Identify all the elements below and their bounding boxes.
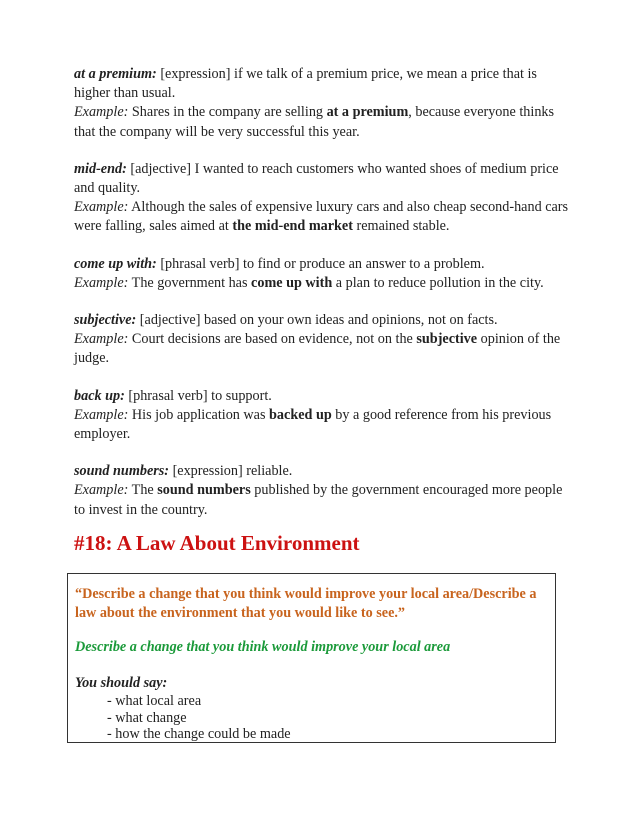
example-keyword: sound numbers <box>157 482 251 499</box>
bullet-item: - what local area <box>107 693 202 709</box>
example-text: The <box>128 482 158 499</box>
example-label: Example: <box>74 274 129 291</box>
part-of-speech: [expression] <box>156 66 231 82</box>
part-of-speech: [phrasal verb] <box>156 255 240 272</box>
cue-card-question: “Describe a change that you think would improve your local area/Describe a law about the environment that you would like to see.” <box>75 586 537 621</box>
example-text: opinion of the judge. <box>74 331 561 367</box>
vocab-entry <box>74 462 574 520</box>
vocab-term: mid-end: <box>74 160 127 177</box>
example-text: , because everyone thinks that the company will be very successful this year. <box>74 104 555 140</box>
definition: reliable. <box>242 463 293 480</box>
bullet-item: - how the change could be made <box>107 726 291 742</box>
definition: I wanted to reach customers who wanted shoes of medium price and quality. <box>74 160 559 197</box>
example-label: Example: <box>74 482 129 499</box>
example-text: a plan to reduce pollution in the city. <box>332 274 544 291</box>
example-label: Example: <box>74 104 129 121</box>
vocab-entry <box>74 160 574 237</box>
example-text: published by the government encouraged more people to invest in the country. <box>74 482 563 518</box>
you-should-say-label: You should say: <box>75 675 168 691</box>
example-label: Example: <box>74 331 129 348</box>
part-of-speech: [adjective] <box>126 160 192 177</box>
definition: based on your own ideas and opinions, not on facts. <box>200 312 498 329</box>
vocabulary-list <box>74 65 574 538</box>
definition: to support. <box>207 387 272 404</box>
definition: if we talk of a premium price, we mean a price that is higher than usual. <box>74 66 537 102</box>
example-text: Although the sales of expensive luxury cars and also cheap second-hand cars were falling, sales aimed at <box>74 199 569 235</box>
vocab-entry <box>74 65 574 142</box>
vocab-entry <box>74 255 574 293</box>
example-label: Example: <box>74 199 129 216</box>
cue-card-bullets <box>107 693 291 743</box>
part-of-speech: [expression] <box>169 463 243 480</box>
example-text: by a good reference from his previous employer. <box>74 406 552 443</box>
example-text: The government has <box>128 274 252 291</box>
cue-card-subtitle: Describe a change that you think would improve your local area <box>75 639 451 655</box>
vocab-term: at a premium: <box>74 66 157 82</box>
section-heading: #18: A Law About Environment <box>74 531 360 555</box>
example-keyword: the mid-end market <box>232 218 353 235</box>
example-keyword: at a premium <box>326 104 409 121</box>
bullet-item: - what change <box>107 709 187 726</box>
example-keyword: come up with <box>251 274 333 291</box>
vocab-term: sound numbers: <box>74 463 170 480</box>
example-text: remained stable. <box>352 218 450 235</box>
example-keyword: subjective <box>416 331 478 348</box>
example-text: His job application was <box>128 406 270 423</box>
vocab-term: come up with: <box>74 255 157 272</box>
example-text: Court decisions are based on evidence, not on the <box>128 331 417 348</box>
definition: to find or produce an answer to a problem. <box>239 255 485 272</box>
example-keyword: backed up <box>269 406 332 423</box>
vocab-term: back up: <box>74 387 125 404</box>
example-label: Example: <box>74 406 129 423</box>
part-of-speech: [adjective] <box>136 312 201 329</box>
cue-card <box>67 573 556 743</box>
vocab-entry <box>74 311 574 369</box>
part-of-speech: [phrasal verb] <box>124 387 208 404</box>
example-text: Shares in the company are selling <box>128 104 327 121</box>
vocab-entry <box>74 387 574 445</box>
vocab-term: subjective: <box>74 312 137 329</box>
